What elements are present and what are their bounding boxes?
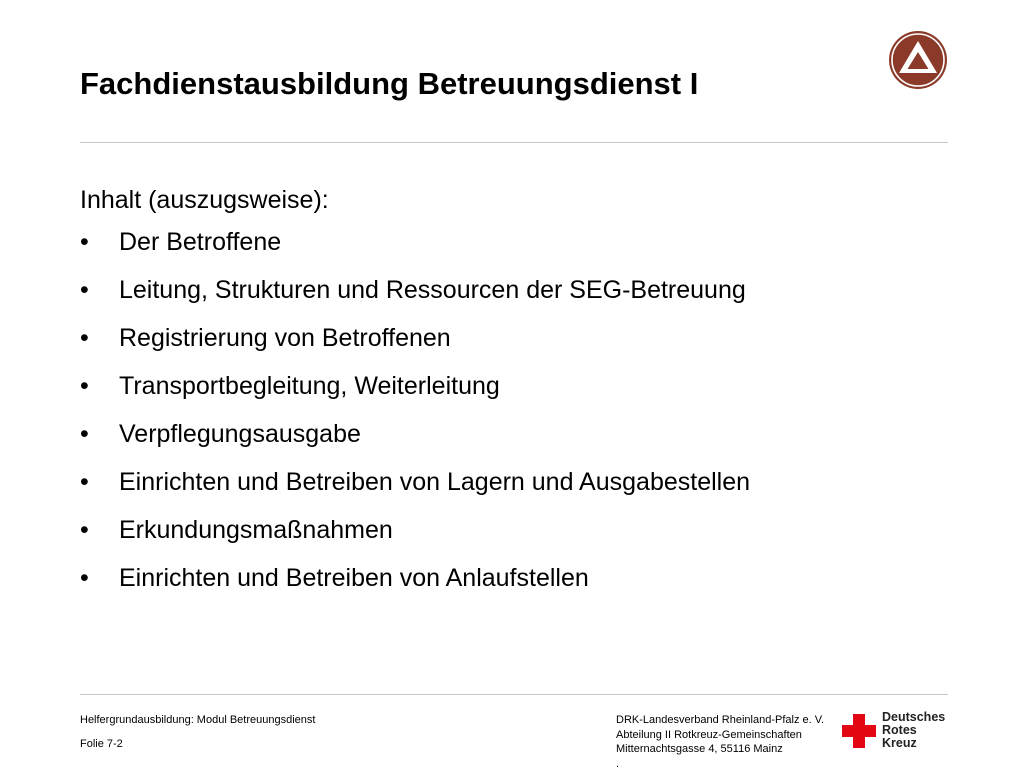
bullet-list: [80, 218, 950, 602]
list-item: [80, 218, 950, 266]
bullet-marker: •: [80, 506, 119, 554]
org-line: Mitternachtsgasse 4, 55116 Mainz: [616, 742, 838, 757]
red-cross-icon: [842, 714, 876, 748]
bullet-marker: •: [80, 410, 119, 458]
drk-logo-line: Kreuz: [882, 737, 945, 750]
list-item: [80, 266, 950, 314]
bullet-marker: •: [80, 314, 119, 362]
footer-course-name: Helfergrundausbildung: Modul Betreuungsdienst: [80, 714, 315, 726]
drk-logo-text: [882, 711, 945, 750]
bullet-text: Transportbegleitung, Weiterleitung: [119, 362, 500, 410]
bullet-marker: •: [80, 218, 119, 266]
bullet-text: Erkundungsmaßnahmen: [119, 506, 393, 554]
title-divider: [80, 142, 948, 143]
list-item: [80, 506, 950, 554]
list-item: [80, 458, 950, 506]
org-line: .: [616, 757, 838, 771]
triangle-badge-icon: [888, 30, 948, 90]
bullet-text: Leitung, Strukturen und Ressourcen der SEG-Betreuung: [119, 266, 746, 314]
bullet-marker: •: [80, 554, 119, 602]
org-line: DRK-Landesverband Rheinland-Pfalz e. V.: [616, 713, 838, 728]
list-item: [80, 554, 950, 602]
bullet-marker: •: [80, 458, 119, 506]
slide-title: Fachdienstausbildung Betreuungsdienst I: [80, 66, 698, 102]
footer-slide-number: Folie 7-2: [80, 738, 123, 750]
bullet-text: Verpflegungsausgabe: [119, 410, 361, 458]
bullet-marker: •: [80, 266, 119, 314]
list-item: [80, 314, 950, 362]
drk-logo-line: Deutsches: [882, 711, 945, 724]
slide-content: [80, 182, 950, 602]
bullet-text: Der Betroffene: [119, 218, 281, 266]
list-item: [80, 410, 950, 458]
bullet-marker: •: [80, 362, 119, 410]
footer-divider: [80, 694, 948, 695]
bullet-text: Einrichten und Betreiben von Anlaufstellen: [119, 554, 589, 602]
footer-organization: [616, 713, 838, 771]
bullet-text: Einrichten und Betreiben von Lagern und Ausgabestellen: [119, 458, 750, 506]
list-item: [80, 362, 950, 410]
bullet-text: Registrierung von Betroffenen: [119, 314, 451, 362]
drk-logo-line: Rotes: [882, 724, 945, 737]
content-intro: Inhalt (auszugsweise):: [80, 182, 950, 218]
org-line: Abteilung II Rotkreuz-Gemeinschaften: [616, 728, 838, 743]
